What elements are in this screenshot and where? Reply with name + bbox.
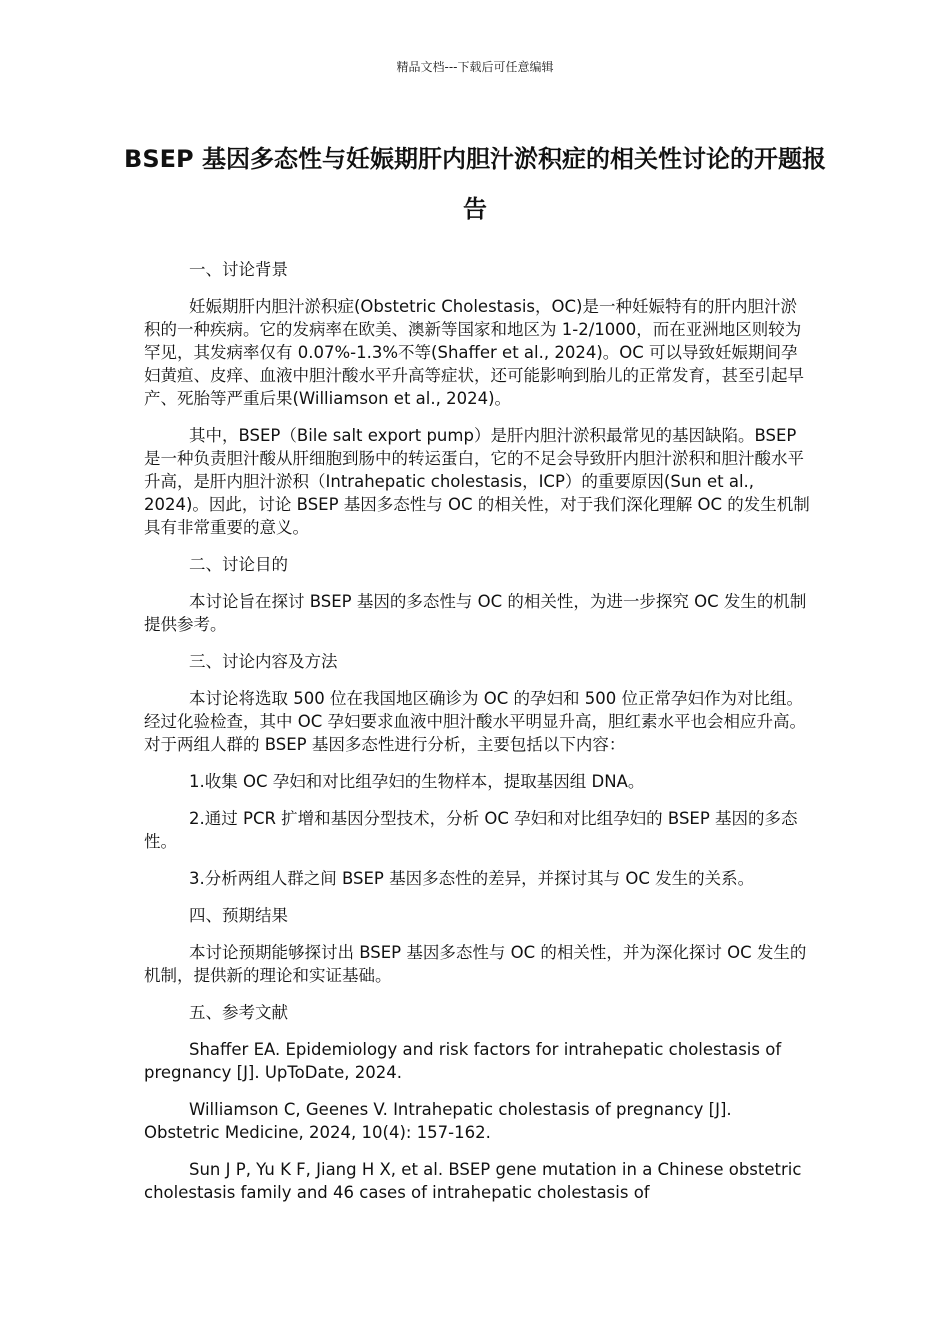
section-heading-purpose: 二、讨论目的: [189, 555, 288, 574]
header-note: 精品文档---下载后可任意编辑: [396, 60, 554, 74]
reference-item: Sun J P, Yu K F, Jiang H X, et al. BSEP gene mutation in a Chinese obstetric cholestasis family and 46 cases of intrahepatic cholestasis of: [144, 1160, 802, 1202]
reference-item: Shaffer EA. Epidemiology and risk factors for intrahepatic cholestasis of pregnancy [J]. UpToDate, 2024.: [144, 1040, 782, 1082]
reference-item: Williamson C, Geenes V. Intrahepatic cholestasis of pregnancy [J]. Obstetric Medicine, 2024, 10(4): 157-162.: [144, 1100, 732, 1142]
paragraph: 本讨论预期能够探讨出 BSEP 基因多态性与 OC 的相关性，并为深化探讨 OC 发生的机制，提供新的理论和实证基础。: [144, 943, 807, 985]
list-item: 2.通过 PCR 扩增和基因分型技术，分析 OC 孕妇和对比组孕妇的 BSEP 基因的多态性。: [144, 809, 798, 851]
document-body: [144, 258, 810, 1218]
paragraph: 其中，BSEP（Bile salt export pump）是肝内胆汁淤积最常见的基因缺陷。BSEP 是一种负责胆汁酸从肝细胞到肠中的转运蛋白，它的不足会导致肝内胆汁淤积和胆汁酸水平升高，是肝内胆汁淤积（Intrahepatic cholestasis，ICP）的重要原因(Sun et al., 2024)。因此，讨论 BSEP 基因多态性与 OC 的相关性，对于我们深化理解 OC 的发生机制具有非常重要的意义。: [144, 426, 810, 537]
section-heading-references: 五、参考文献: [189, 1003, 288, 1022]
list-item: 3.分析两组人群之间 BSEP 基因多态性的差异，并探讨其与 OC 发生的关系。: [189, 869, 755, 888]
list-item: 1.收集 OC 孕妇和对比组孕妇的生物样本，提取基因组 DNA。: [189, 772, 645, 791]
section-heading-methods: 三、讨论内容及方法: [189, 652, 338, 671]
paragraph: 本讨论旨在探讨 BSEP 基因的多态性与 OC 的相关性，为进一步探究 OC 发生的机制提供参考。: [144, 592, 807, 634]
paragraph: 妊娠期肝内胆汁淤积症(Obstetric Cholestasis，OC)是一种妊娠特有的肝内胆汁淤积的一种疾病。它的发病率在欧美、澳新等国家和地区为 1-2/1000，而在亚洲地区则较为罕见，其发病率仅有 0.07%-1.3%不等(Shaffer et al., 2024)。OC 可以导致妊娠期间孕妇黄疸、皮痒、血液中胆汁酸水平升高等症状，还可能影响到胎儿的正常发育，甚至引起早产、死胎等严重后果(Williamson et al., 2024)。: [144, 297, 804, 408]
section-heading-results: 四、预期结果: [189, 906, 288, 925]
document-title: BSEP 基因多态性与妊娠期肝内胆汁淤积症的相关性讨论的开题报告: [124, 145, 826, 223]
paragraph: 本讨论将选取 500 位在我国地区确诊为 OC 的孕妇和 500 位正常孕妇作为对比组。经过化验检查，其中 OC 孕妇要求血液中胆汁酸水平明显升高，胆红素水平也会相应升高。对于两组人群的 BSEP 基因多态性进行分析，主要包括以下内容：: [144, 689, 806, 754]
section-heading-background: 一、讨论背景: [189, 260, 288, 279]
